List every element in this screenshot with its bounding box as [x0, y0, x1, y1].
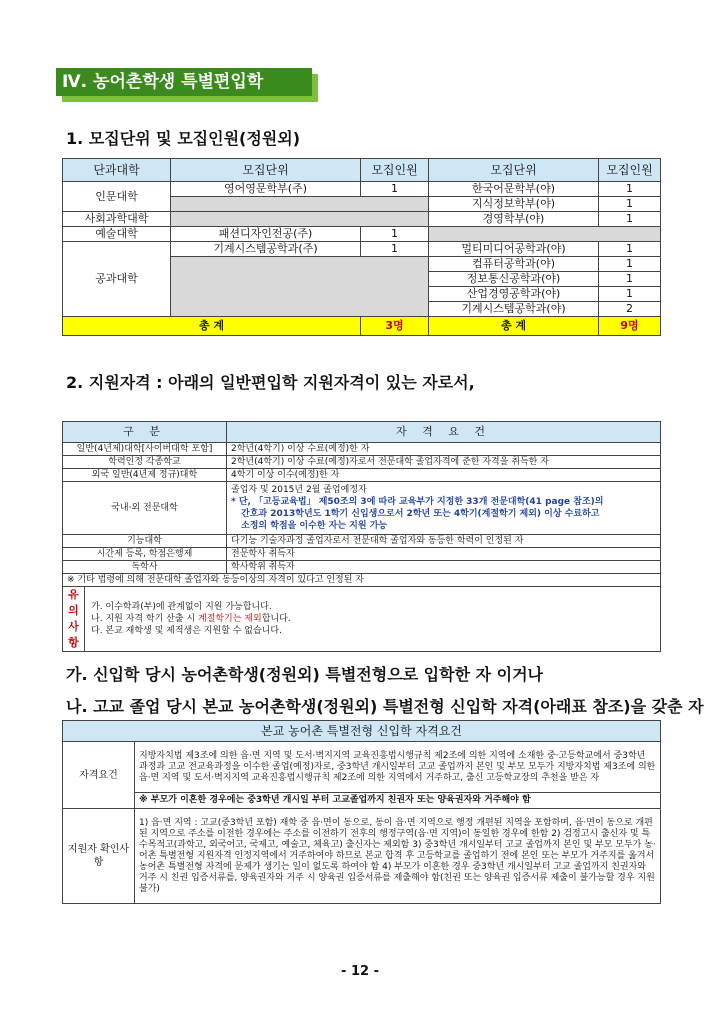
caution-label: 유의사항: [63, 587, 85, 652]
header-count-left: 모집인원: [361, 159, 429, 182]
eligibility-table: [62, 421, 661, 652]
unit-cell: 기계시스템공학과(야): [429, 302, 599, 317]
count-cell: 2: [599, 302, 661, 317]
unit-cell: 기계시스템공학과(주): [171, 242, 361, 257]
total-count-left: 3명: [361, 317, 429, 336]
caution-row: [63, 587, 661, 652]
category-cell: 독학사: [63, 561, 227, 574]
recruitment-table: [62, 158, 661, 336]
table-row: [63, 482, 661, 535]
count-cell: 1: [361, 227, 429, 242]
count-cell: 1: [599, 272, 661, 287]
unit-cell: 한국어문학부(야): [429, 182, 599, 197]
header-unit-right: 모집단위: [429, 159, 599, 182]
heading-option-a: 가. 신입학 당시 농어촌학생(정원외) 특별전형으로 입학한 자 이거나: [66, 665, 544, 684]
table-header-row: [63, 159, 661, 182]
category-cell: 국내·외 전문대학: [63, 482, 227, 535]
total-label-left: 총 계: [63, 317, 361, 336]
college-cell: 공과대학: [63, 242, 171, 317]
total-count-right: 9명: [599, 317, 661, 336]
requirement-cell: 다기능 기술자과정 졸업자로서 전문대학 졸업자와 동등한 학력이 인정된 자: [227, 535, 661, 548]
college-cell: 예술대학: [63, 227, 171, 242]
requirement-cell: 전문학사 취득자: [227, 548, 661, 561]
requirement-cell: 4학기 이상 이수(예정)한 자: [227, 469, 661, 482]
unit-cell: 영어영문학부(주): [171, 182, 361, 197]
note-cell: ※ 기타 법령에 의해 전문대학 졸업자와 동등이상의 자격이 있다고 인정된 자: [63, 574, 661, 587]
table-row: [63, 227, 661, 242]
table-row: [63, 182, 661, 197]
total-row: [63, 317, 661, 336]
table-row: [63, 561, 661, 574]
jc-line: 졸업자 및 2015년 2월 졸업예정자: [231, 485, 367, 495]
unit-cell: 지식정보학부(야): [429, 197, 599, 212]
count-cell: 1: [599, 257, 661, 272]
category-cell: 시간제 등록, 학점은행제: [63, 548, 227, 561]
count-cell: 1: [361, 182, 429, 197]
table-row: [63, 456, 661, 469]
empty-cell: [171, 197, 429, 212]
requirement-cell: 2학년(4학기) 이상 수료(예정)한 자: [227, 443, 661, 456]
table-row: [63, 212, 661, 227]
unit-cell: 산업경영공학과(야): [429, 287, 599, 302]
count-cell: 1: [599, 287, 661, 302]
table-row: [63, 742, 661, 793]
table-row: [63, 574, 661, 587]
unit-cell: 컴퓨터공학과(야): [429, 257, 599, 272]
total-label-right: 총 계: [429, 317, 599, 336]
category-cell: 일반(4년제)대학[사이버대학 포함]: [63, 443, 227, 456]
heading-recruitment: 1. 모집단위 및 모집인원(정원외): [66, 129, 301, 148]
heading-option-b: 나. 고교 졸업 당시 본교 농어촌학생(정원외) 특별전형 신입학 자격(아래표 참조)을 갖춘 자: [66, 697, 704, 716]
requirement-cell: 2학년(4학기) 이상 수료(예정)자로서 전문대학 졸업자격에 준한 자격을 취득한 자: [227, 456, 661, 469]
empty-cell: [429, 227, 661, 242]
header-unit-left: 모집단위: [171, 159, 361, 182]
caution-item: 가. 이수학과(부)에 관계없이 지원 가능합니다.: [91, 602, 272, 612]
junior-college-requirement: [227, 482, 661, 535]
college-cell: 사회과학대학: [63, 212, 171, 227]
unit-cell: 정보통신공학과(야): [429, 272, 599, 287]
table-row: [63, 535, 661, 548]
count-cell: 1: [599, 242, 661, 257]
caution-item: [91, 613, 658, 625]
requirement-label: 자격요건: [63, 742, 135, 809]
table-header-row: [63, 721, 661, 742]
table-header-row: [63, 422, 661, 443]
table-row: [63, 443, 661, 456]
section-banner: [56, 68, 318, 98]
header-college: 단과대학: [63, 159, 171, 182]
check-text: 1) 읍·면 지역 : 고교(중3학년 포함) 재학 중 읍·면이 동으로, 동이 읍·면 지역으로 행정 개편된 지역을 포함하며, 읍·면이 동으로 개편된 지역으로 주소를 이전한 경우에는 주소를 이전하기 전후의 행정구역(읍·면 지역)이 동일한 경우에 한함 2) 검정고시 출신자 및 특수목적고(과학고, 외국어고, 국제고, 예술고, 체육고) 출신자는 제외함 3) 중3학년 개시일부터 고교 졸업까지 본인 및 부모 모두가 농·어촌 특별전형 지원자격 인정지역에서 거주하여야 하므로 본교 합격 후 고등학교를 졸업하기 전에 본인 또는 부모가 거주지를 옮겨서 농어촌 특별전형 자격에 문제가 생기는 일이 없도록 하여야 함 4) 부모가 이혼한 경우 중3학년 개시일부터 고교 졸업까지 친권자와 거주 시 친권 입증서류를, 양육권자와 거주 시 양육권 입증서류를 제출해야 함(친권 또는 양육권 입증서류 제출이 불가능할 경우 지원불가): [135, 809, 661, 904]
caution-body: [85, 587, 661, 652]
requirement-cell: 학사학위 취득자: [227, 561, 661, 574]
table-row: [63, 548, 661, 561]
caution-text: 합니다.: [261, 614, 291, 624]
rural-requirement-table: [62, 720, 661, 904]
requirement-text: 지방자치법 제3조에 의한 읍·면 지역 및 도서·벽지지역 교육진흥법시행규칙 제2조에 의한 지역에 소재한 중·고등학교에서 중3학년 과정과 고교 전교육과정을 이수한 졸업(예정)자로, 중3학년 개시일부터 고교 졸업까지 본인 및 부모 모두가 지방자치법 제3조에 의한 읍·면 지역 및 도서·벽지지역 교육진흥법시행규칙 제2조에 의한 지역에서 거주하고, 출신 고등학교장의 추천을 받은 자: [135, 742, 661, 793]
heading-eligibility: 2. 지원자격 : 아래의 일반편입학 지원자격이 있는 자로서,: [66, 373, 475, 392]
requirement-note: ※ 부모가 이혼한 경우에는 중3학년 개시일 부터 고교졸업까지 친권자 또는 양육권자와 거주해야 함: [135, 793, 661, 809]
table-row: [63, 469, 661, 482]
jc-star-line: * 단, 「고등교육법」 제50조의 3에 따라 교육부가 지정한 33개 전문대학(41 page 참조)의: [231, 497, 604, 507]
rural-table-title: 본교 농어촌 특별전형 신입학 자격요건: [63, 721, 661, 742]
check-label: 지원자 확인사항: [63, 809, 135, 904]
unit-cell: 패션디자인전공(주): [171, 227, 361, 242]
table-row: [63, 242, 661, 257]
count-cell: 1: [361, 242, 429, 257]
category-cell: 학력인정 각종학교: [63, 456, 227, 469]
jc-line: 간호과 2013학년도 1학기 신입생으로서 2학년 또는 4학기(계절학기 제외) 이상 수료하고: [241, 509, 600, 519]
header-requirement: 자 격 요 건: [227, 422, 661, 443]
count-cell: 1: [599, 182, 661, 197]
college-cell: 인문대학: [63, 182, 171, 212]
header-count-right: 모집인원: [599, 159, 661, 182]
jc-line: 소정의 학점을 이수한 자는 지원 가능: [241, 521, 388, 531]
category-cell: 기능대학: [63, 535, 227, 548]
table-row: [63, 809, 661, 904]
caution-item: 다. 본교 재학생 및 제적생은 지원할 수 없습니다.: [91, 626, 282, 636]
empty-cell: [171, 212, 429, 227]
unit-cell: 경영학부(야): [429, 212, 599, 227]
count-cell: 1: [599, 197, 661, 212]
table-row: [63, 793, 661, 809]
category-cell: 외국 일반(4년제 정규)대학: [63, 469, 227, 482]
caution-highlight: 계절학기는 제외: [197, 614, 262, 624]
section-title: Ⅳ. 농어촌학생 특별편입학: [56, 68, 312, 96]
page-number: - 12 -: [341, 964, 379, 979]
unit-cell: 멀티미디어공학과(야): [429, 242, 599, 257]
caution-text: 나. 지원 자격 학기 산출 시: [91, 614, 198, 624]
header-category: 구 분: [63, 422, 227, 443]
empty-cell: [171, 257, 429, 317]
count-cell: 1: [599, 212, 661, 227]
